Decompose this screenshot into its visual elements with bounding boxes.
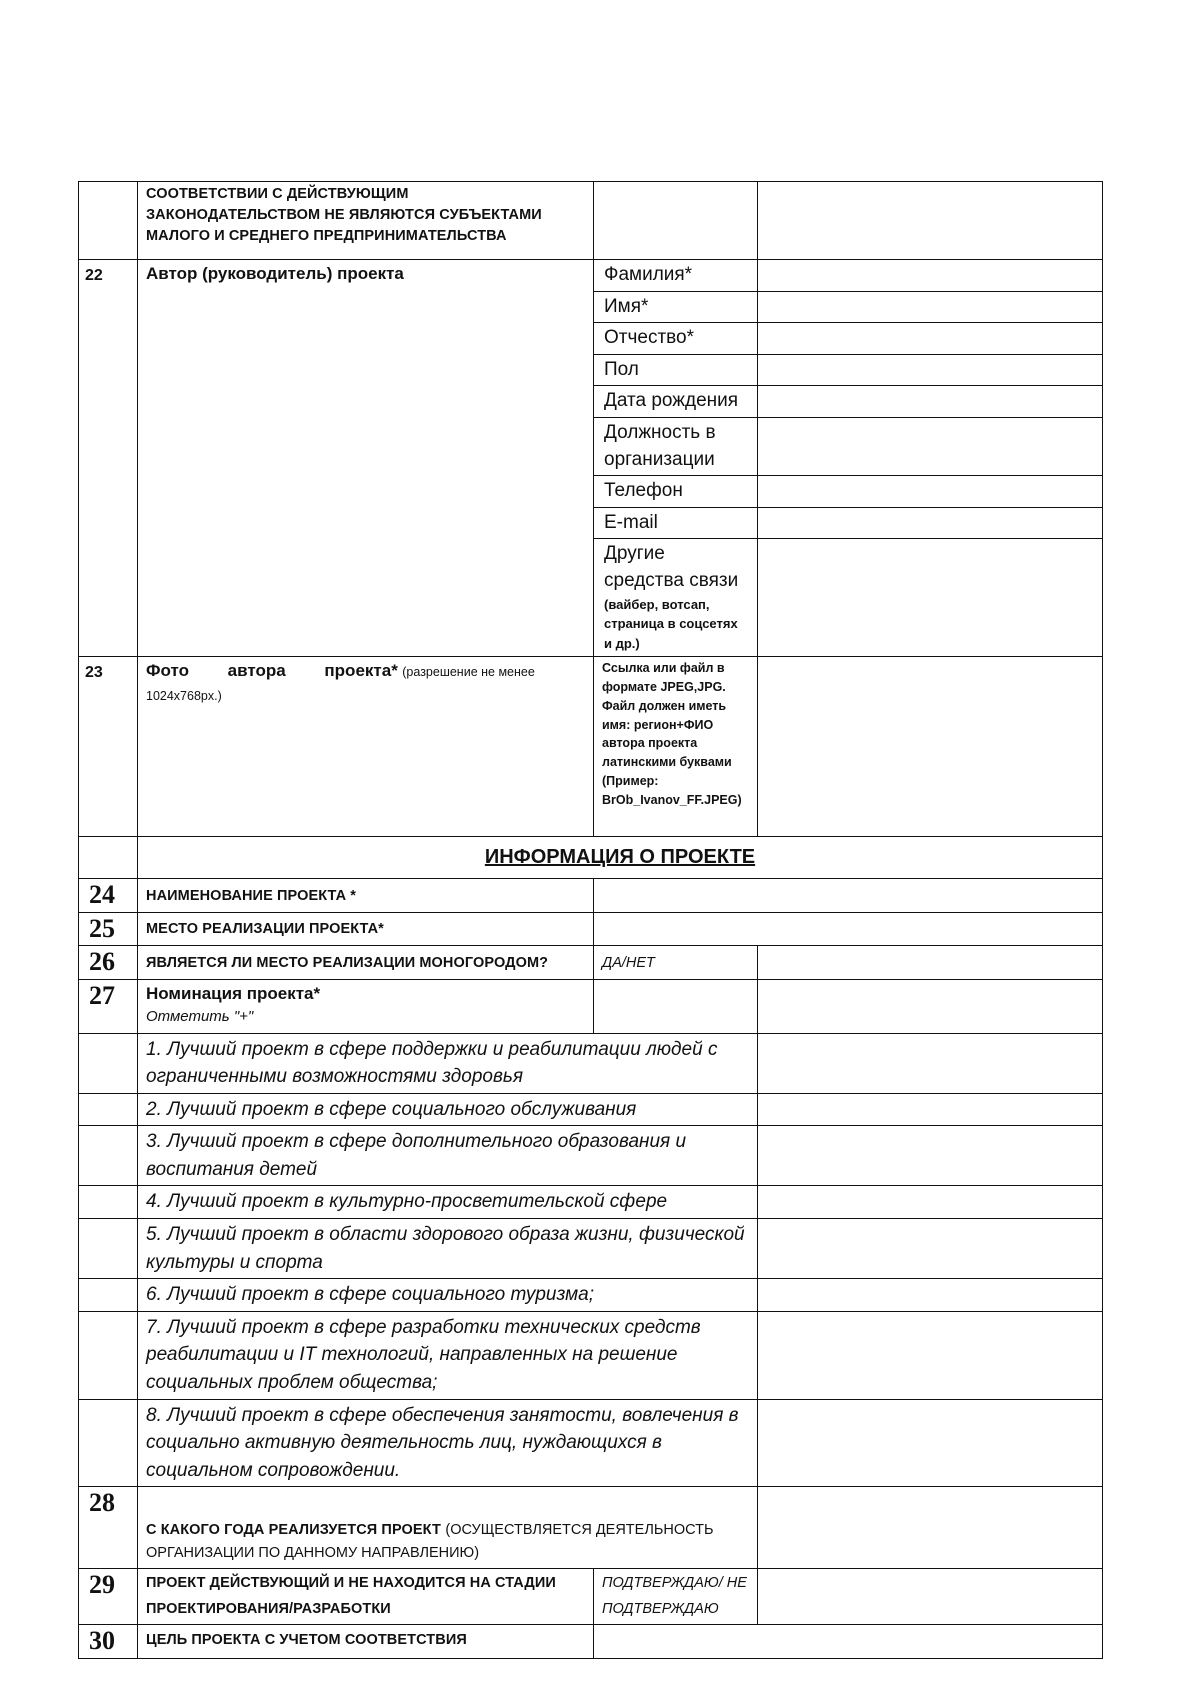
nomination-item: 4. Лучший проект в культурно-просветительской сфере: [138, 1186, 758, 1219]
project-goal-input[interactable]: [594, 1625, 1103, 1659]
nomination-hint: Отметить "+": [146, 1008, 254, 1026]
field-phone-input[interactable]: [758, 476, 1103, 508]
row-number-cell: [79, 1279, 138, 1312]
nomination-mark-cell[interactable]: [758, 1311, 1103, 1399]
table-row: [79, 1625, 1103, 1659]
answer-cell[interactable]: [758, 182, 1103, 260]
photo-label: Фото автора проекта*: [146, 661, 398, 681]
table-row: [79, 1219, 1103, 1279]
field-name-input[interactable]: [758, 291, 1103, 323]
field-birthdate-label: Дата рождения: [594, 386, 758, 418]
field-name-label: Имя*: [594, 291, 758, 323]
table-row: [79, 1093, 1103, 1126]
field-other-contacts-input[interactable]: [758, 539, 1103, 657]
table-row: [79, 260, 1103, 292]
row-number: 22: [79, 260, 138, 657]
row-number-cell: [79, 837, 138, 879]
active-project-options[interactable]: ПОДТВЕРЖДАЮ/ НЕ ПОДТВЕРЖДАЮ: [594, 1569, 758, 1625]
field-patronymic-label: Отчество*: [594, 323, 758, 355]
table-row: [79, 945, 1103, 979]
monotown-options[interactable]: ДА/НЕТ: [594, 945, 758, 979]
nomination-item: 6. Лучший проект в сфере социального туризма;: [138, 1279, 758, 1312]
field-email-input[interactable]: [758, 507, 1103, 539]
field-other-contacts-note: (вайбер, вотсап, страница в соцсетях и др.): [604, 596, 738, 651]
table-row: [79, 1279, 1103, 1312]
row-number: 24: [79, 879, 138, 913]
section-title: ИНФОРМАЦИЯ О ПРОЕКТЕ: [138, 837, 1103, 879]
row-number: 23: [79, 657, 138, 837]
nomination-mark-cell[interactable]: [758, 1033, 1103, 1093]
field-surname-label: Фамилия*: [594, 260, 758, 292]
nomination-mark-cell[interactable]: [758, 1126, 1103, 1186]
nomination-label: Номинация проекта*: [146, 983, 321, 1003]
nomination-item: 7. Лучший проект в сфере разработки технических средств реабилитации и IT технологий, направленных на решение социальных проблем общества;: [138, 1311, 758, 1399]
project-goal-label: ЦЕЛЬ ПРОЕКТА С УЧЕТОМ СООТВЕТСТВИЯ: [138, 1625, 594, 1659]
answer-cell[interactable]: [594, 182, 758, 260]
table-row: [79, 837, 1103, 879]
nomination-item: 3. Лучший проект в сфере дополнительного образования и воспитания детей: [138, 1126, 758, 1186]
nomination-item: 8. Лучший проект в сфере обеспечения занятости, вовлечения в социально активную деятельность лиц, нуждающихся в социальном сопровождении.: [138, 1399, 758, 1487]
field-surname-input[interactable]: [758, 260, 1103, 292]
field-birthdate-input[interactable]: [758, 386, 1103, 418]
nomination-item: 5. Лучший проект в области здорового образа жизни, физической культуры и спорта: [138, 1219, 758, 1279]
row-number-cell: [79, 1399, 138, 1487]
active-project-label: ПРОЕКТ ДЕЙСТВУЮЩИЙ И НЕ НАХОДИТСЯ НА СТАДИИ ПРОЕКТИРОВАНИЯ/РАЗРАБОТКИ: [138, 1569, 594, 1625]
field-position-input[interactable]: [758, 417, 1103, 475]
start-year-label-cell: [138, 1487, 758, 1569]
photo-upload-cell[interactable]: [758, 657, 1103, 837]
table-row: [79, 1126, 1103, 1186]
nomination-mark-cell[interactable]: [758, 1186, 1103, 1219]
table-row: [79, 182, 1103, 260]
table-row: [79, 879, 1103, 913]
field-patronymic-input[interactable]: [758, 323, 1103, 355]
start-year-label: С КАКОГО ГОДА РЕАЛИЗУЕТСЯ ПРОЕКТ: [146, 1521, 441, 1538]
row-number: 25: [79, 913, 138, 945]
start-year-input[interactable]: [758, 1487, 1103, 1569]
row-number-cell: [79, 1311, 138, 1399]
row-number-cell: [79, 1093, 138, 1126]
field-gender-label: Пол: [594, 354, 758, 386]
table-row: [79, 1186, 1103, 1219]
row-number-cell: [79, 1033, 138, 1093]
table-row: [79, 657, 1103, 837]
form-table: [78, 181, 1103, 1659]
table-row: [79, 1311, 1103, 1399]
table-row: [79, 913, 1103, 945]
answer-cell[interactable]: [594, 979, 758, 1033]
photo-label-note: (разрешение не менее 1024x768px.): [146, 665, 535, 703]
row-number: 27: [79, 979, 138, 1033]
answer-cell[interactable]: [758, 979, 1103, 1033]
field-gender-input[interactable]: [758, 354, 1103, 386]
row-number-cell: [79, 1186, 138, 1219]
row-number: 30: [79, 1625, 138, 1659]
row-number: 29: [79, 1569, 138, 1625]
table-row: [79, 979, 1103, 1033]
row-number: 28: [79, 1487, 138, 1569]
field-position-label: Должность в организации: [594, 417, 758, 475]
field-phone-label: Телефон: [594, 476, 758, 508]
project-location-input[interactable]: [594, 913, 1103, 945]
photo-label-cell: [138, 657, 594, 837]
active-project-answer[interactable]: [758, 1569, 1103, 1625]
field-email-label: E-mail: [594, 507, 758, 539]
project-name-input[interactable]: [594, 879, 1103, 913]
nomination-label-cell: [138, 979, 594, 1033]
author-label: Автор (руководитель) проекта: [138, 260, 594, 657]
row-number: 26: [79, 945, 138, 979]
nomination-mark-cell[interactable]: [758, 1279, 1103, 1312]
row-number-cell: [79, 1219, 138, 1279]
table-row: [79, 1487, 1103, 1569]
photo-hint: Ссылка или файл в формате JPEG,JPG. Файл должен иметь имя: регион+ФИО автора проекта латинскими буквами (Пример: BrOb_Ivanov_FF.JPEG): [594, 657, 758, 837]
field-other-contacts-label: Другие средства связи: [604, 543, 739, 591]
table-row: [79, 1569, 1103, 1625]
row-number-cell: [79, 182, 138, 260]
nomination-mark-cell[interactable]: [758, 1219, 1103, 1279]
monotown-label: ЯВЛЯЕТСЯ ЛИ МЕСТО РЕАЛИЗАЦИИ МОНОГОРОДОМ?: [138, 945, 594, 979]
table-row: [79, 1033, 1103, 1093]
start-year-note: (ОСУЩЕСТВЛЯЕТСЯ ДЕЯТЕЛЬНОСТЬ ОРГАНИЗАЦИИ ПО ДАННОМУ НАПРАВЛЕНИЮ): [146, 1521, 714, 1561]
table-row: [79, 1399, 1103, 1487]
field-other-contacts-cell: [594, 539, 758, 657]
monotown-answer[interactable]: [758, 945, 1103, 979]
nomination-mark-cell[interactable]: [758, 1093, 1103, 1126]
nomination-item: 1. Лучший проект в сфере поддержки и реабилитации людей с ограниченными возможностями здоровья: [138, 1033, 758, 1093]
application-form: [78, 181, 1102, 1659]
row-number-cell: [79, 1126, 138, 1186]
row-21-label: СООТВЕТСТВИИ С ДЕЙСТВУЮЩИМ ЗАКОНОДАТЕЛЬСТВОМ НЕ ЯВЛЯЮТСЯ СУБЪЕКТАМИ МАЛОГО И СРЕДНЕГО ПРЕДПРИНИМАТЕЛЬСТВА: [138, 182, 594, 260]
project-name-label: НАИМЕНОВАНИЕ ПРОЕКТА *: [138, 879, 594, 913]
nomination-item: 2. Лучший проект в сфере социального обслуживания: [138, 1093, 758, 1126]
project-location-label: МЕСТО РЕАЛИЗАЦИИ ПРОЕКТА*: [138, 913, 594, 945]
nomination-mark-cell[interactable]: [758, 1399, 1103, 1487]
